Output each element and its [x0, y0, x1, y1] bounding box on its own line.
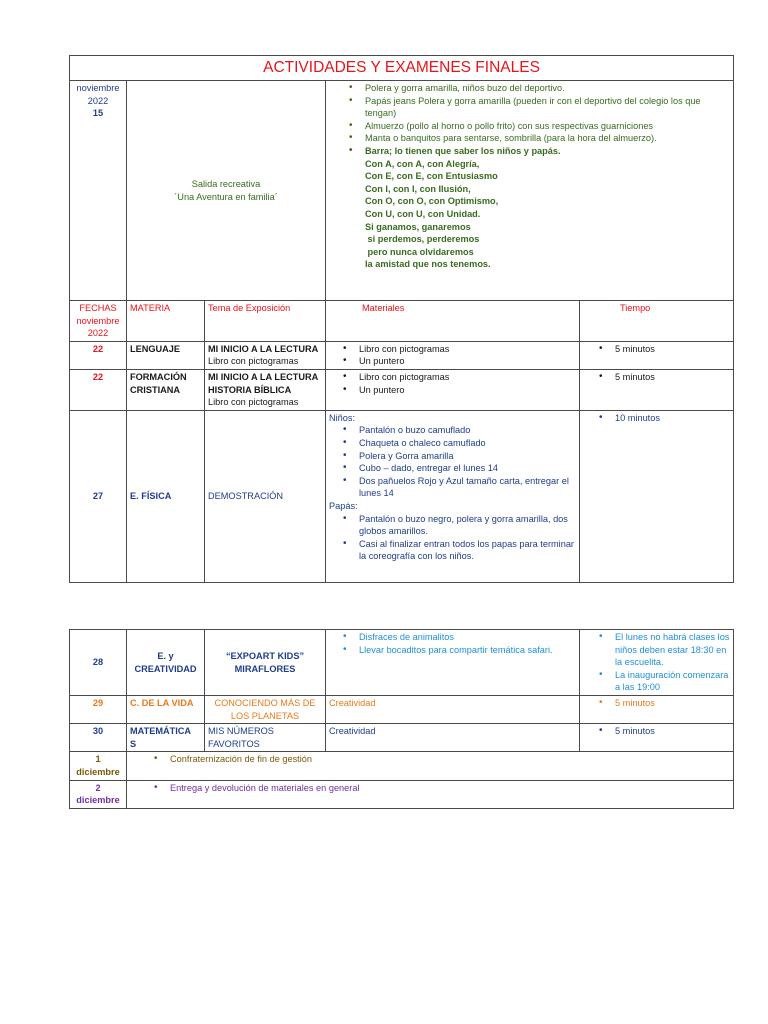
row-subject-line: CREATIVIDAD	[134, 663, 197, 674]
row-subject	[127, 369, 205, 410]
row-topic-line: MIRAFLORES	[234, 663, 296, 674]
row-topic-title: MI INICIO A LA LECTURA	[208, 343, 319, 354]
time-list	[583, 725, 730, 738]
row-topic	[205, 341, 326, 369]
chant-line: Con E, con E, con Entusiasmo	[365, 171, 498, 182]
row-activity	[127, 780, 734, 808]
outing-date-cell	[70, 81, 127, 301]
list-item: • La inauguración comenzara a las 19:00	[615, 669, 730, 694]
list-item: • Libro con pictogramas	[359, 343, 576, 356]
row-materials	[326, 341, 580, 369]
outing-date-day: 15	[92, 108, 104, 119]
row-topic-sub: Libro con pictogramas	[208, 356, 299, 367]
row-topic	[205, 369, 326, 410]
table-row	[70, 752, 734, 780]
outing-date-year: 2022	[87, 95, 109, 106]
row-topic-line: MIS NÚMEROS	[208, 726, 274, 737]
list-item: • 5 minutos	[615, 371, 730, 384]
table-row	[70, 630, 734, 696]
activities-table	[69, 55, 734, 583]
list-item: • Casi al finalizar entran todos los papas para terminar la coreografía con los niños.	[359, 538, 576, 563]
activities-table-continued	[69, 629, 734, 809]
row-topic: CONOCIENDO MÁS DE LOS PLANETAS	[205, 696, 326, 724]
row-materials	[326, 410, 580, 582]
row-time	[580, 724, 734, 752]
time-list	[583, 697, 730, 710]
chant-line: pero nunca olvidaremos	[365, 246, 474, 257]
parents-list	[329, 513, 576, 563]
list-item: • Entrega y devolución de materiales en general	[170, 782, 730, 795]
table-row	[70, 369, 734, 410]
list-item: • Confraternización de fin de gestión	[170, 753, 730, 766]
row-date	[70, 752, 127, 780]
row-date: 28	[70, 630, 127, 696]
table-row	[70, 341, 734, 369]
list-item: • Pantalón o buzo camuflado	[359, 424, 576, 437]
header-materia: MATERIA	[127, 301, 205, 342]
materials-list	[329, 631, 576, 656]
chant-line: Con A, con A, con Alegría,	[365, 158, 480, 169]
row-subject: E. FÍSICA	[127, 410, 205, 582]
row-topic-title: HISTORIA BÍBLICA	[208, 384, 292, 395]
row-subject	[127, 630, 205, 696]
time-list	[583, 343, 730, 356]
page-title: ACTIVIDADES Y EXAMENES FINALES	[70, 56, 734, 81]
row-date-day: 1	[95, 754, 101, 765]
materials-list	[329, 371, 576, 396]
header-fechas	[70, 301, 127, 342]
row-subject-line: CRISTIANA	[130, 384, 181, 395]
time-list	[583, 412, 730, 425]
row-date-month: diciembre	[76, 795, 120, 806]
list-item: • Disfraces de animalitos	[359, 631, 576, 644]
outing-bullet-list	[329, 82, 730, 158]
row-activity	[127, 752, 734, 780]
header-materiales: Materiales	[326, 301, 580, 342]
row-topic	[205, 724, 326, 752]
row-subject: C. DE LA VIDA	[127, 696, 205, 724]
row-time	[580, 341, 734, 369]
row-materials	[326, 630, 580, 696]
list-item: • Libro con pictogramas	[359, 371, 576, 384]
row-topic: DEMOSTRACIÓN	[205, 410, 326, 582]
row-topic-sub: Libro con pictogramas	[208, 397, 299, 408]
kids-label: Niños:	[329, 412, 356, 423]
row-subject-line: S	[130, 738, 137, 749]
list-item: • Llevar bocaditos para compartir temática safari.	[359, 644, 576, 657]
outing-details-cell	[326, 81, 734, 301]
list-item: • 5 minutos	[615, 343, 730, 356]
chant-line: Con U, con U, con Unidad.	[365, 208, 481, 219]
row-time	[580, 696, 734, 724]
list-item: • Polera y gorra amarilla, niños buzo del deportivo.	[365, 82, 730, 95]
list-item: • Un puntero	[359, 355, 576, 368]
header-fechas-label: FECHAS	[79, 303, 117, 313]
row-topic-line: FAVORITOS	[208, 738, 260, 749]
time-list	[583, 631, 730, 694]
list-item: • Pantalón o buzo negro, polera y gorra amarilla, dos globos amarillos.	[359, 513, 576, 538]
outing-subtitle: ´Una Aventura en familia´	[174, 191, 278, 202]
row-time	[580, 410, 734, 582]
table-row	[70, 410, 734, 582]
outing-date-month: noviembre	[76, 83, 120, 93]
header-fechas-year: 2022	[87, 328, 109, 339]
materials-list	[329, 343, 576, 368]
list-item: • Un puntero	[359, 384, 576, 397]
parents-label: Papás:	[329, 500, 358, 511]
list-item: • Dos pañuelos Rojo y Azul tamaño carta, entregar el lunes 14	[359, 475, 576, 500]
header-tema: Tema de Exposición	[205, 301, 326, 342]
table-row	[70, 724, 734, 752]
activity-list	[130, 782, 730, 795]
title-row	[70, 56, 734, 81]
list-item: • Manta o banquitos para sentarse, sombrilla (para la hora del almuerzo).	[365, 132, 730, 145]
row-time	[580, 630, 734, 696]
chant-line: Con O, con O, con Optimismo,	[365, 196, 499, 207]
header-fechas-month: noviembre	[76, 315, 120, 326]
outing-name-cell	[127, 81, 326, 301]
row-time	[580, 369, 734, 410]
row-subject-line: MATEMÁTICA	[130, 726, 192, 737]
list-item: • Polera y Gorra amarilla	[359, 450, 576, 463]
row-topic-title: MI INICIO A LA LECTURA	[208, 371, 319, 382]
row-subject	[127, 724, 205, 752]
row-materials: Creatividad	[326, 724, 580, 752]
header-tiempo: Tiempo	[580, 301, 734, 342]
table-row	[70, 696, 734, 724]
list-item: • 5 minutos	[615, 697, 730, 710]
row-date-day: 2	[95, 782, 101, 793]
row-topic-line: “EXPOART KIDS”	[225, 650, 305, 661]
chant-line: la amistad que nos tenemos.	[365, 259, 491, 270]
list-item: • El lunes no habrá clases los niños deben estar 18:30 en la escuelita.	[615, 631, 730, 669]
outing-name: Salida recreativa	[191, 178, 261, 189]
row-date-month: diciembre	[76, 766, 120, 777]
list-item: • Barra; lo tienen que saber los niños y papás.	[365, 145, 730, 158]
table-row	[70, 81, 734, 301]
row-date: 27	[70, 410, 127, 582]
chant-block	[329, 158, 730, 271]
activity-list	[130, 753, 730, 766]
table-row	[70, 780, 734, 808]
list-item: • Papás jeans Polera y gorra amarilla (pueden ir con el deportivo del colegio los que tengan)	[365, 95, 730, 120]
list-item: • 10 minutos	[615, 412, 730, 425]
row-date: 30	[70, 724, 127, 752]
kids-list	[329, 424, 576, 500]
row-subject-line: E. y	[157, 650, 174, 661]
row-materials	[326, 369, 580, 410]
header-row	[70, 301, 734, 342]
row-date: 29	[70, 696, 127, 724]
row-date: 22	[70, 341, 127, 369]
row-materials: Creatividad	[326, 696, 580, 724]
time-list	[583, 371, 730, 384]
row-date: 22	[70, 369, 127, 410]
list-item: • 5 minutos	[615, 725, 730, 738]
row-date	[70, 780, 127, 808]
list-item: • Cubo – dado, entregar el lunes 14	[359, 462, 576, 475]
list-item: • Almuerzo (pollo al horno o pollo frito) con sus respectivas guarniciones	[365, 120, 730, 133]
chant-line: si perdemos, perderemos	[365, 234, 480, 245]
row-subject-line: FORMACIÓN	[130, 371, 187, 382]
row-subject: LENGUAJE	[127, 341, 205, 369]
chant-line: Con I, con I, con Ilusión,	[365, 183, 471, 194]
row-topic	[205, 630, 326, 696]
list-item: • Chaqueta o chaleco camuflado	[359, 437, 576, 450]
chant-line: Si ganamos, ganaremos	[365, 221, 471, 232]
